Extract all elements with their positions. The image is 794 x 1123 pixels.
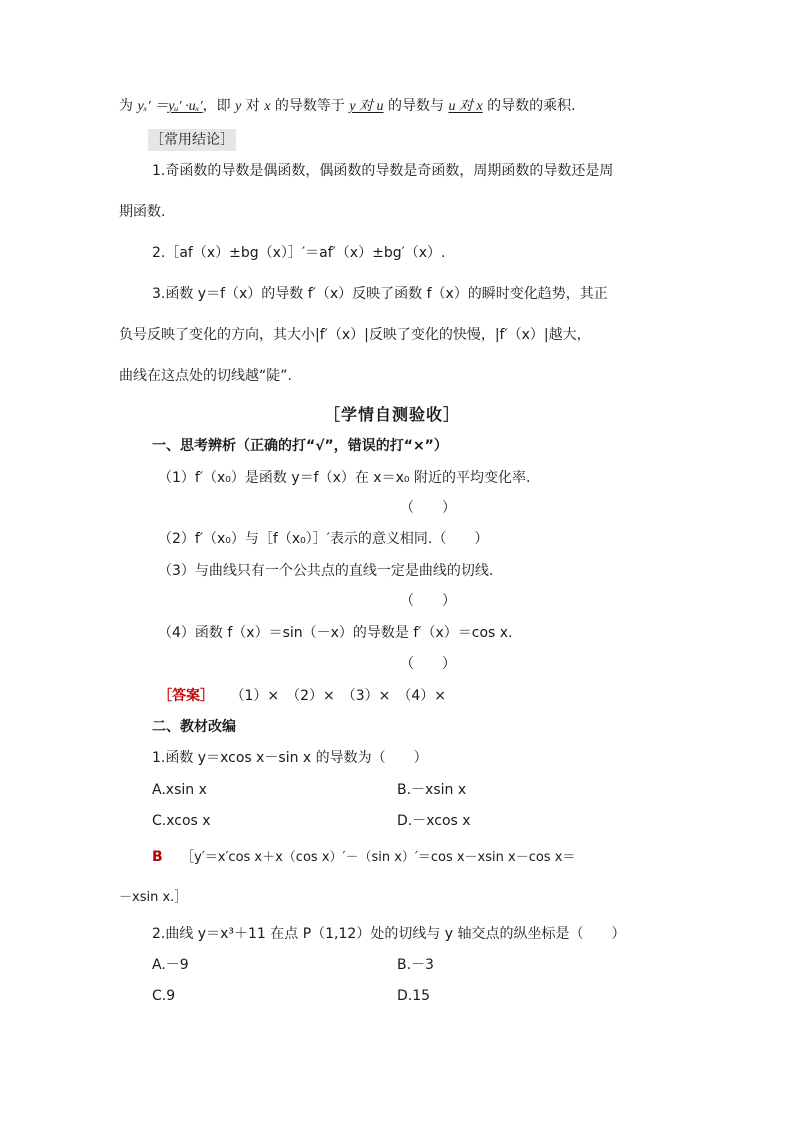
problem-1-option-a: A.xsin x bbox=[152, 782, 207, 798]
question-4-paren: （ ） bbox=[400, 656, 456, 672]
question-1: （1）f′（x₀）是函数 y＝f（x）在 x＝x₀ 附近的平均变化率. bbox=[158, 470, 531, 486]
problem-1-option-c: C.xcos x bbox=[152, 813, 211, 829]
conclusion-2: 2.［af（x）±bg（x）］′＝af′（x）±bg′（x）. bbox=[152, 245, 446, 261]
conclusion-3-line3: 曲线在这点处的切线越“陡”. bbox=[119, 368, 292, 384]
text-fragment: 为 bbox=[119, 98, 138, 114]
problem-2-option-b: B.－3 bbox=[397, 957, 434, 973]
text-fragment: 的导数与 bbox=[383, 98, 449, 114]
underlined-blank: y 对 u bbox=[349, 99, 384, 114]
problem-2-option-a: A.－9 bbox=[152, 957, 189, 973]
text-fragment: ，即 bbox=[202, 98, 236, 114]
part2-title: 二、教材改编 bbox=[152, 719, 236, 735]
text-fragment: 对 bbox=[241, 98, 265, 114]
problem-1-option-b: B.－xsin x bbox=[397, 782, 467, 798]
problem-1-option-d: D.－xcos x bbox=[397, 813, 471, 829]
chain-rule-line bbox=[119, 96, 576, 117]
underlined-blank: u 对 x bbox=[448, 99, 483, 114]
problem-1-solution-text: ［y′＝x′cos x＋x（cos x）′－（sin x）′＝cos x－xsin x－cos x＝ bbox=[181, 850, 576, 865]
question-1-paren: （ ） bbox=[400, 500, 456, 516]
conclusion-1-line2: 期函数. bbox=[119, 204, 166, 220]
section-heading-self-test: ［学情自测验收］ bbox=[324, 405, 461, 424]
formula-fragment: x bbox=[264, 99, 271, 114]
problem-2-option-d: D.15 bbox=[397, 988, 431, 1004]
conclusion-3-line2: 负号反映了变化的方向，其大小|f′（x）|反映了变化的快慢，|f′（x）|越大， bbox=[119, 327, 591, 343]
conclusion-1-line1: 1.奇函数的导数是偶函数，偶函数的导数是奇函数，周期函数的导数还是周 bbox=[152, 163, 614, 179]
problem-2-question: 2.曲线 y＝x³＋11 在点 P（1,12）处的切线与 y 轴交点的纵坐标是（ ） bbox=[152, 926, 626, 942]
section-tag-conclusions: ［常用结论］ bbox=[148, 129, 236, 151]
problem-1-solution-line1 bbox=[152, 847, 575, 868]
text-fragment: 的导数等于 bbox=[270, 98, 350, 114]
formula-fragment: y bbox=[235, 99, 242, 114]
problem-1-answer-letter: B bbox=[152, 849, 163, 865]
answer-text: （1）× （2）× （3）× （4）× bbox=[230, 688, 447, 704]
question-3-paren: （ ） bbox=[400, 593, 456, 609]
problem-1-question: 1.函数 y＝xcos x－sin x 的导数为（ ） bbox=[152, 750, 428, 766]
answer-tag: ［答案］ bbox=[158, 688, 214, 704]
question-3: （3）与曲线只有一个公共点的直线一定是曲线的切线. bbox=[158, 563, 494, 579]
question-2: （2）f′（x₀）与［f（x₀）］′表示的意义相同.（ ） bbox=[158, 531, 489, 547]
conclusion-3-line1: 3.函数 y＝f（x）的导数 f′（x）反映了函数 f（x）的瞬时变化趋势，其正 bbox=[152, 286, 608, 302]
problem-1-solution-line2: －xsin x.］ bbox=[119, 890, 188, 905]
text-fragment: 的导数的乘积. bbox=[482, 98, 576, 114]
question-4: （4）函数 f（x）＝sin（－x）的导数是 f′（x）＝cos x. bbox=[158, 625, 513, 641]
formula-fragment: yₓ′ ＝ bbox=[137, 99, 169, 114]
part1-title: 一、思考辨析（正确的打“√”，错误的打“×”） bbox=[152, 438, 448, 454]
underlined-blank: yᵤ′ ·uₓ′ bbox=[168, 99, 203, 114]
answer-line bbox=[158, 686, 446, 706]
problem-2-option-c: C.9 bbox=[152, 988, 176, 1004]
